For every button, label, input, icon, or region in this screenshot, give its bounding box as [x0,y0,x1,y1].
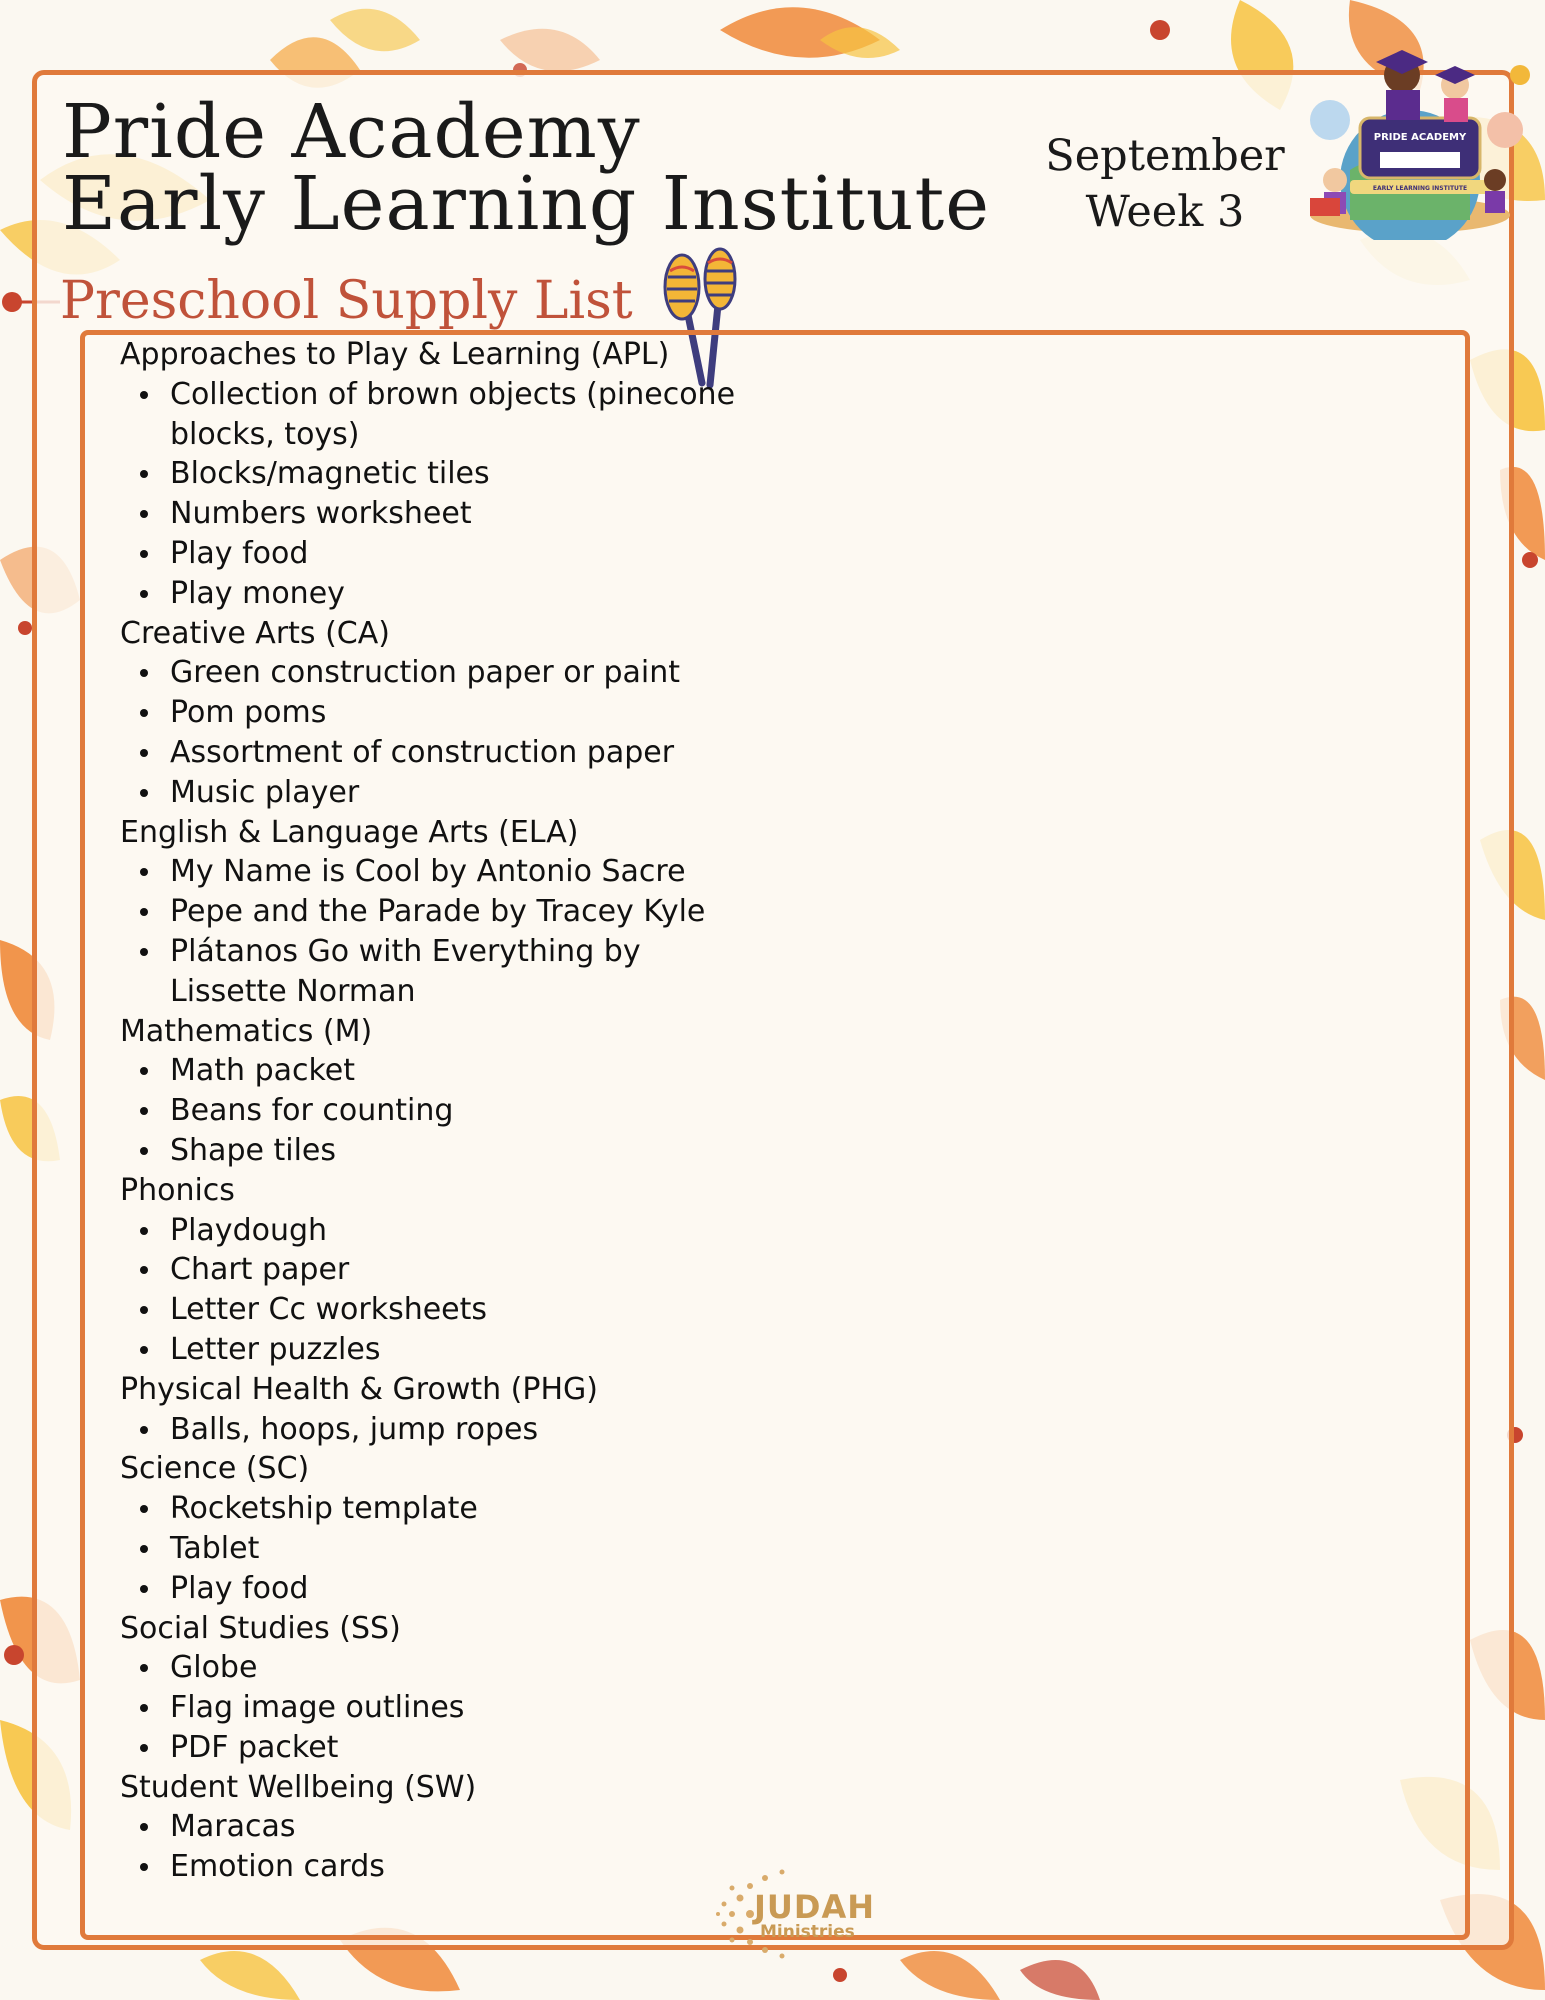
supply-item: Collection of brown objects (pinecone blocks, toys) [120,375,760,455]
pride-academy-logo [1290,30,1530,240]
category-heading: Creative Arts (CA) [120,615,390,651]
footer-brand: JUDAH [754,1888,875,1926]
supply-item: Assortment of construction paper [120,733,760,773]
supply-item: Letter puzzles [120,1330,760,1370]
supply-item: Chart paper [120,1250,760,1290]
supply-item: My Name is Cool by Antonio Sacre [120,852,760,892]
logo-badge-text: PRIDE ACADEMY [1373,132,1467,143]
footer-brand-sub: Ministries [760,1922,855,1942]
category-heading: Student Wellbeing (SW) [120,1769,477,1805]
supply-item: Tablet [120,1529,760,1569]
supply-item: Rocketship template [120,1489,760,1529]
institute-title-line-2: Early Learning Institute [62,161,991,247]
supply-item: PDF packet [120,1728,760,1768]
institute-title-line-1: Pride Academy [62,89,641,175]
category-heading: Social Studies (SS) [120,1610,401,1646]
category-heading: Phonics [120,1172,235,1208]
supply-item: Music player [120,773,760,813]
judah-ministries-logo [710,1858,875,1970]
supply-item: Plátanos Go with Everything by Lissette Norman [120,932,760,1012]
supply-item: Playdough [120,1211,760,1251]
supply-item: Emotion cards [120,1847,760,1887]
logo-banner-text: EARLY LEARNING INSTITUTE [1372,185,1468,192]
supply-item: Balls, hoops, jump ropes [120,1410,760,1450]
category-heading: Approaches to Play & Learning (APL) [120,337,670,372]
supply-item: Play money [120,574,760,614]
supply-item: Blocks/magnetic tiles [120,454,760,494]
month-label: September [1045,131,1285,181]
supply-item: Pepe and the Parade by Tracey Kyle [120,892,760,932]
category-heading: English & Language Arts (ELA) [120,814,579,850]
supply-item: Green construction paper or paint [120,653,760,693]
supply-item: Globe [120,1648,760,1688]
category-heading: Mathematics (M) [120,1013,373,1049]
supply-item: Numbers worksheet [120,494,760,534]
supply-item: Flag image outlines [120,1688,760,1728]
date-block [1040,128,1290,240]
supply-item: Play food [120,1569,760,1609]
supply-item: Play food [120,534,760,574]
supply-item: Beans for counting [120,1091,760,1131]
supply-item: Maracas [120,1807,760,1847]
category-heading: Physical Health & Growth (PHG) [120,1371,598,1407]
supply-item: Math packet [120,1051,760,1091]
supply-list-subtitle: Preschool Supply List [60,271,633,331]
supply-item: Pom poms [120,693,760,733]
category-heading: Science (SC) [120,1451,310,1487]
supply-item: Letter Cc worksheets [120,1290,760,1330]
supply-list [120,335,760,1887]
supply-item: Shape tiles [120,1131,760,1171]
week-label: Week 3 [1085,187,1245,237]
